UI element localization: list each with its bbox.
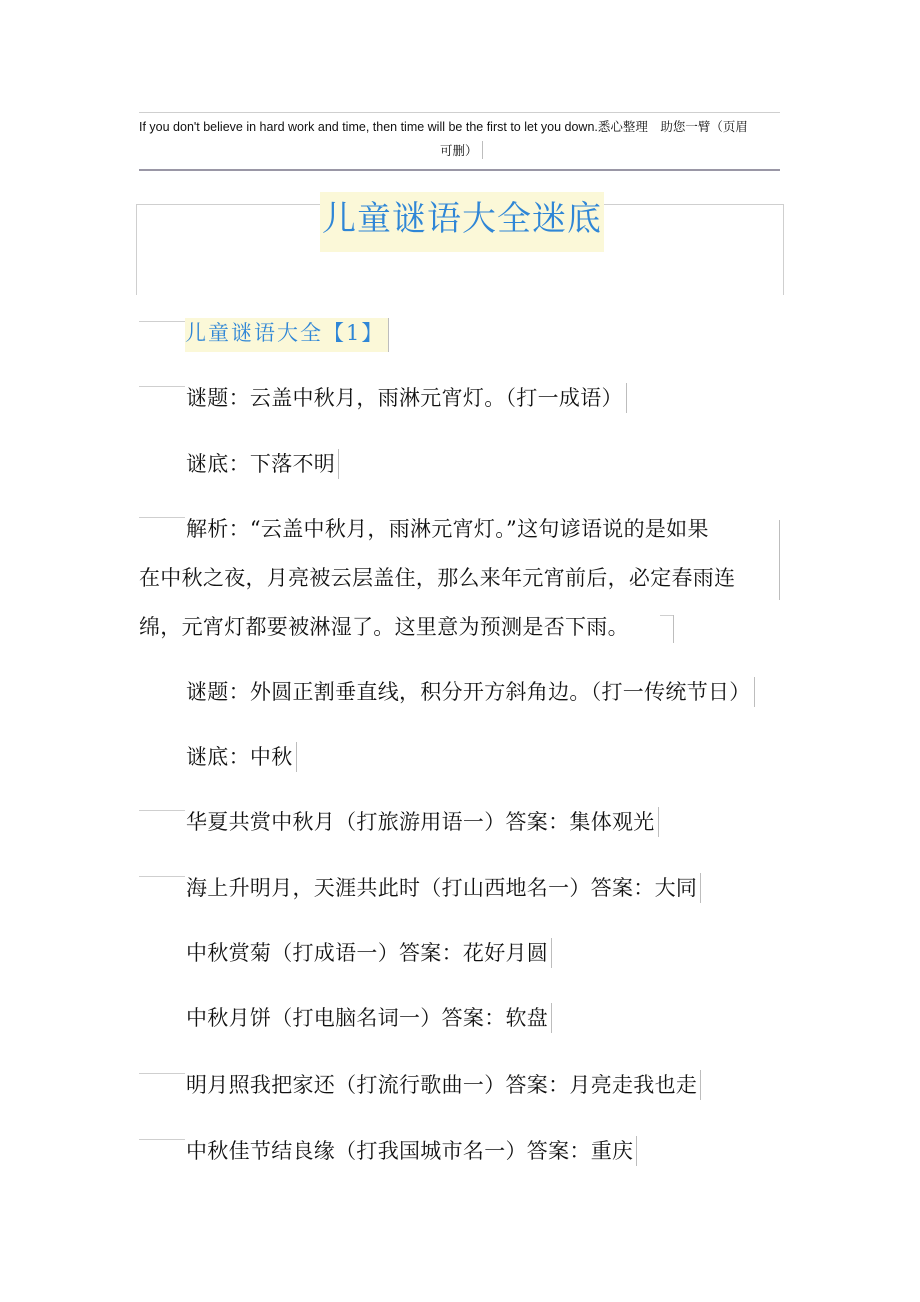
riddle-item: 中秋月饼（打电脑名词一）答案：软盘 xyxy=(186,1003,552,1033)
riddle-explanation-line-1: 解析：“云盖中秋月，雨淋元宵灯。”这句谚语说的是如果 xyxy=(186,517,709,541)
riddle-question-1: 谜题：云盖中秋月，雨淋元宵灯。（打一成语） xyxy=(186,383,627,413)
paragraph-marker xyxy=(139,517,185,518)
riddle-answer-1: 谜底：下落不明 xyxy=(186,449,339,479)
paragraph-marker xyxy=(660,615,674,616)
riddle-item: 中秋赏菊（打成语一）答案：花好月圆 xyxy=(186,938,552,968)
section-marker xyxy=(139,321,185,322)
paragraph-marker xyxy=(139,876,185,877)
riddle-item: 明月照我把家还（打流行歌曲一）答案：月亮走我也走 xyxy=(186,1070,701,1100)
paragraph-marker xyxy=(139,810,185,811)
paragraph-marker xyxy=(139,1139,185,1140)
header-text: If you don't believe in hard work and time, then time will be the first to let you down.悉心整理 助您一臂（页眉 xyxy=(139,120,748,134)
document-title: 儿童谜语大全迷底 xyxy=(320,192,604,252)
riddle-answer-2: 谜底：中秋 xyxy=(186,742,297,772)
text-boundary xyxy=(779,520,780,600)
riddle-item: 海上升明月，天涯共此时（打山西地名一）答案：大同 xyxy=(186,873,701,903)
header-divider xyxy=(139,169,780,171)
riddle-question-2: 谜题：外圆正割垂直线，积分开方斜角边。（打一传统节日） xyxy=(186,677,755,707)
paragraph-marker xyxy=(139,386,185,387)
riddle-explanation-line-3: 绵，元宵灯都要被淋湿了。这里意为预测是否下雨。 xyxy=(139,615,629,639)
riddle-explanation-line-2: 在中秋之夜，月亮被云层盖住，那么来年元宵前后，必定春雨连 xyxy=(139,566,736,590)
section-heading: 儿童谜语大全【1】 xyxy=(185,318,389,352)
text-boundary xyxy=(673,615,674,643)
paragraph-marker xyxy=(139,1073,185,1074)
riddle-item: 中秋佳节结良缘（打我国城市名一）答案：重庆 xyxy=(186,1136,637,1166)
header-text-continued: 可删） xyxy=(440,141,483,159)
riddle-item: 华夏共赏中秋月（打旅游用语一）答案：集体观光 xyxy=(186,807,659,837)
